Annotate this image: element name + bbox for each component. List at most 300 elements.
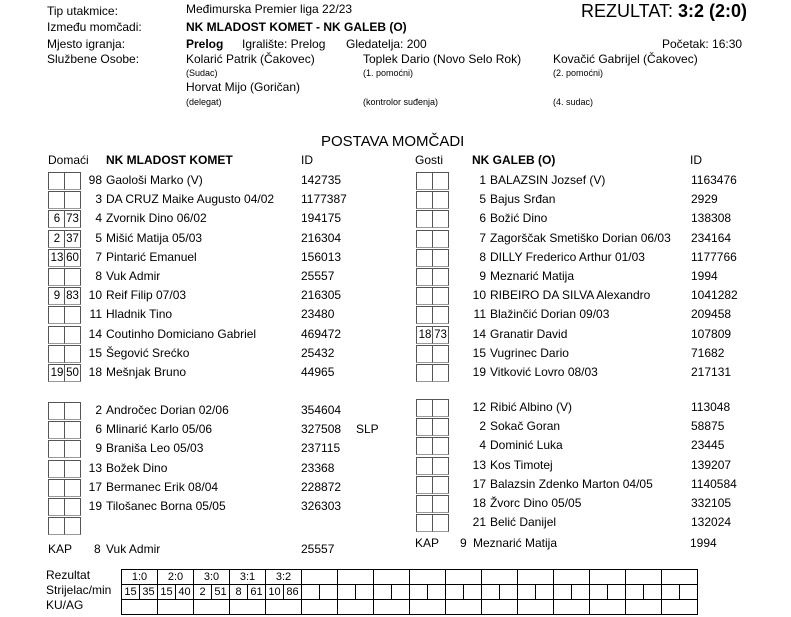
scorer-cell [410, 585, 428, 600]
kuag-cell [446, 600, 482, 615]
minute-box [64, 517, 81, 535]
minute-box [416, 268, 433, 286]
minute-cell [356, 585, 374, 600]
kickoff-time: Početak: 16:30 [662, 37, 743, 51]
player-id: 1041282 [691, 288, 738, 303]
minute-box: 60 [64, 249, 81, 267]
minute-box [432, 230, 449, 248]
away-starter-row [416, 363, 786, 382]
home-starter-row [48, 209, 388, 228]
venue: Prelog [186, 37, 224, 51]
kuag-cell [338, 600, 374, 615]
minute-box: 73 [432, 326, 449, 344]
minute-box [432, 287, 449, 305]
minute-box [432, 364, 449, 382]
minute-box: 19 [48, 364, 65, 382]
home-sub-row [48, 439, 388, 458]
player-name: Pintarić Emanuel [106, 249, 197, 264]
home-captain-id: 25557 [301, 542, 335, 556]
player-name: Žvorc Dino 05/05 [490, 496, 582, 510]
minute-box [432, 306, 449, 324]
minute-cell [320, 585, 338, 600]
away-starter-row [416, 267, 786, 286]
minute-box [432, 268, 449, 286]
player-name: Balazsin Zdenko Marton 04/05 [490, 476, 653, 491]
player-id: 1163476 [691, 173, 737, 187]
player-name: Zvornik Dino 06/02 [106, 211, 207, 226]
away-id-header: ID [690, 153, 702, 167]
minute-box [432, 210, 449, 228]
minute-box [64, 440, 81, 458]
minute-box: 9 [48, 287, 65, 305]
player-number: 98 [88, 173, 102, 187]
minute-box [416, 364, 433, 382]
player-number: 9 [95, 441, 102, 456]
scorer-cell [518, 585, 536, 600]
result-heading [581, 1, 747, 22]
player-id: 23368 [301, 460, 335, 475]
player-id: 332105 [691, 496, 732, 510]
minute-cell [644, 585, 662, 600]
player-name: Braniša Leo 05/03 [106, 441, 204, 456]
player-number: 15 [472, 345, 486, 360]
minute-box [416, 249, 433, 267]
kuag-cell [194, 600, 230, 615]
between-teams-label: Između momčadi: [47, 20, 142, 34]
player-name: Bermanec Erik 08/04 [106, 479, 219, 494]
player-number: 5 [95, 230, 102, 245]
kuag-row-label: KU/AG [46, 598, 84, 612]
minute-box [416, 345, 433, 363]
minute-box [416, 191, 433, 209]
home-starter-row [48, 267, 388, 286]
minute-box [64, 306, 81, 324]
minute-box [48, 172, 65, 190]
player-number: 8 [95, 269, 102, 283]
score-cell [482, 570, 518, 585]
result-row-label: Rezultat [46, 568, 91, 582]
player-name: Dominić Luka [490, 438, 563, 453]
home-sub-row [48, 459, 388, 478]
player-number: 18 [88, 365, 102, 379]
scorer-cell [590, 585, 608, 600]
away-starter-row [416, 325, 786, 344]
home-sub-row [48, 401, 388, 420]
player-number: 15 [88, 345, 102, 360]
scorer-cell: 8 [230, 585, 248, 600]
score-cell: 3:0 [194, 570, 230, 585]
scorer-cell [338, 585, 356, 600]
minute-box [48, 517, 65, 535]
kuag-cell [302, 600, 338, 615]
player-name: Tilošanec Borna 05/05 [106, 499, 226, 513]
scorer-cell [626, 585, 644, 600]
minute-box [416, 514, 433, 532]
player-name: Vugrinec Dario [490, 345, 569, 360]
away-starter-row [416, 171, 786, 190]
home-starter-row [48, 305, 388, 324]
minute-box: 13 [48, 249, 65, 267]
score-cell: 3:1 [230, 570, 266, 585]
minute-box [432, 495, 449, 513]
player-id: 58875 [691, 419, 725, 434]
official-assistant2-role: (2. pomoćni) [553, 68, 604, 78]
minute-box [64, 172, 81, 190]
home-starter-row [48, 344, 388, 363]
player-id: 2929 [691, 192, 718, 207]
official-delegate-role: (delegat) [186, 97, 222, 107]
minute-box [48, 326, 65, 344]
home-team-name: NK MLADOST KOMET [106, 153, 233, 167]
player-id: 194175 [301, 211, 342, 226]
away-starter-row [416, 209, 786, 228]
player-name: Sokač Goran [490, 419, 561, 434]
kuag-cell [554, 600, 590, 615]
player-name: Coutinho Domiciano Gabriel [106, 326, 257, 341]
minute-box [64, 191, 81, 209]
scorer-cell [446, 585, 464, 600]
player-id: 1140584 [691, 476, 737, 491]
minute-cell [428, 585, 446, 600]
minute-box [48, 402, 65, 420]
player-name: Božić Dino [490, 211, 548, 226]
scorer-cell: 2 [194, 585, 212, 600]
scorer-cell: 15 [122, 585, 140, 600]
scorer-cell [554, 585, 572, 600]
minute-box [48, 268, 65, 286]
player-id: 216305 [301, 288, 342, 303]
player-id: 23480 [301, 307, 335, 322]
result-value: 3:2 (2:0) [678, 1, 748, 21]
player-number: 10 [472, 288, 486, 303]
away-captain-id: 1994 [690, 536, 717, 550]
minute-box: 50 [64, 364, 81, 382]
away-starter-row [416, 248, 786, 267]
kuag-cell [482, 600, 518, 615]
away-captain-label: KAP [415, 536, 440, 550]
player-name: Hladnik Tino [106, 307, 173, 322]
minute-cell: 51 [212, 585, 230, 600]
player-id: 327508 [301, 422, 342, 437]
player-number: 2 [479, 419, 486, 434]
home-sub-row [48, 478, 388, 497]
player-id: 217131 [691, 365, 732, 379]
player-number: 19 [88, 499, 102, 513]
kuag-cell [266, 600, 302, 615]
scorer-cell [662, 585, 680, 600]
kuag-cell [626, 600, 662, 615]
home-id-header: ID [301, 153, 313, 167]
away-side-label: Gosti [415, 153, 444, 167]
minute-box [432, 457, 449, 475]
player-name: Zagorščak Smetiško Dorian 06/03 [490, 230, 671, 245]
player-name: Božek Dino [106, 460, 168, 475]
away-starter-row [416, 190, 786, 209]
minute-box: 73 [64, 210, 81, 228]
player-id: 25557 [301, 269, 335, 283]
minute-box [416, 457, 433, 475]
kuag-row [122, 600, 698, 615]
player-number: 6 [479, 211, 486, 226]
scorer-cell [302, 585, 320, 600]
away-sub-row [416, 456, 786, 475]
player-name: Vuk Admir [106, 269, 161, 283]
home-sub-row [48, 420, 388, 439]
player-name: Gaološi Marko (V) [106, 173, 203, 187]
minute-box [64, 326, 81, 344]
player-name: Bajus Srđan [490, 192, 556, 207]
player-number: 14 [472, 326, 486, 341]
minute-box [432, 514, 449, 532]
player-id: 25432 [301, 345, 335, 360]
official-referee-role: (Sudac) [186, 68, 218, 78]
player-name: Šegović Srećko [106, 345, 190, 360]
player-id: 216304 [301, 230, 342, 245]
away-sub-row [416, 436, 786, 455]
minute-box [416, 437, 433, 455]
home-starter-row [48, 190, 388, 209]
kuag-cell [122, 600, 158, 615]
home-starter-row [48, 229, 388, 248]
minute-box [64, 460, 81, 478]
player-id: 1177387 [301, 192, 347, 207]
match-teams: NK MLADOST KOMET - NK GALEB (O) [186, 20, 407, 34]
scorer-cell: 15 [158, 585, 176, 600]
home-captain-name: Vuk Admir [106, 542, 161, 556]
minute-box [432, 437, 449, 455]
minute-box: 83 [64, 287, 81, 305]
minute-box: 18 [416, 326, 433, 344]
minute-box [64, 421, 81, 439]
player-number: 19 [472, 365, 486, 379]
player-number: 4 [479, 438, 486, 453]
official-fourth-role: (4. sudac) [553, 97, 594, 107]
home-captain-number: 8 [94, 542, 101, 556]
minute-box [48, 345, 65, 363]
official-assistant1-role: (1. pomoćni) [363, 68, 414, 78]
official-inspector-role: (kontrolor suđenja) [363, 97, 439, 107]
player-number: 10 [88, 288, 102, 303]
minute-box [416, 399, 433, 417]
away-starter-row [416, 344, 786, 363]
score-cell [338, 570, 374, 585]
home-side-label: Domaći [48, 153, 89, 167]
minute-box [416, 306, 433, 324]
minute-box [48, 191, 65, 209]
player-number: 1 [479, 173, 486, 187]
result-row [122, 570, 698, 585]
minute-box [432, 249, 449, 267]
score-cell [374, 570, 410, 585]
player-name: Kos Timotej [490, 457, 553, 472]
player-number: 17 [472, 476, 486, 491]
player-id: 132024 [691, 515, 732, 530]
player-id: 71682 [691, 345, 725, 360]
player-number: 18 [472, 496, 486, 510]
minute-cell: 35 [140, 585, 158, 600]
away-sub-row [416, 494, 786, 513]
scorer-row-label: Strijelac/min [46, 583, 112, 597]
minute-cell [572, 585, 590, 600]
minute-box [48, 440, 65, 458]
player-number: 17 [88, 479, 102, 494]
player-id: 44965 [301, 365, 335, 379]
player-id: 23445 [691, 438, 725, 453]
minute-box [416, 418, 433, 436]
away-starter-row [416, 229, 786, 248]
official-referee-name: Kolarić Patrik (Čakovec) [186, 52, 315, 66]
minute-box [64, 345, 81, 363]
minute-box [64, 498, 81, 516]
minute-box [432, 172, 449, 190]
home-starter-row [48, 171, 388, 190]
player-id: 1994 [691, 269, 718, 283]
player-id: 156013 [301, 249, 342, 264]
minute-box [48, 479, 65, 497]
player-name: Mešnjak Bruno [106, 365, 187, 379]
kuag-cell [590, 600, 626, 615]
player-number: 21 [472, 515, 486, 530]
away-sub-row [416, 513, 786, 532]
minute-box: 2 [48, 230, 65, 248]
minute-box [432, 191, 449, 209]
minute-box [416, 495, 433, 513]
player-id: 113048 [691, 400, 731, 414]
minute-box [64, 402, 81, 420]
player-name: Mišić Matija 05/03 [106, 230, 203, 245]
player-name: DA CRUZ Maike Augusto 04/02 [106, 192, 275, 207]
minute-cell [500, 585, 518, 600]
minute-box [432, 399, 449, 417]
player-number: 5 [479, 192, 486, 207]
lineup-title: POSTAVA MOMČADI [321, 133, 465, 150]
player-id: 209458 [691, 307, 732, 322]
away-captain-name: Meznarić Matija [473, 536, 558, 550]
minute-cell [680, 585, 698, 600]
away-sub-row [416, 417, 786, 436]
player-number: 6 [95, 422, 102, 437]
player-number: 13 [88, 460, 102, 475]
score-cell [446, 570, 482, 585]
result-table [121, 569, 698, 615]
player-name: Andročec Dorian 02/06 [106, 403, 229, 417]
player-id: 138308 [691, 211, 732, 226]
scorer-cell: 10 [266, 585, 284, 600]
kuag-cell [374, 600, 410, 615]
minute-cell [608, 585, 626, 600]
player-number: 4 [95, 211, 102, 226]
minute-box [416, 172, 433, 190]
minute-box [48, 460, 65, 478]
kuag-cell [662, 600, 698, 615]
attendance: Gledatelja: 200 [346, 37, 427, 51]
ground: Igralište: Prelog [242, 37, 326, 51]
player-number: 12 [472, 400, 486, 414]
minute-box [416, 287, 433, 305]
home-starter-row [48, 286, 388, 305]
minute-box [48, 498, 65, 516]
minute-box [48, 421, 65, 439]
player-id: 234164 [691, 230, 732, 245]
player-name: BALAZSIN Jozsef (V) [490, 173, 606, 187]
home-starter-row [48, 248, 388, 267]
minute-box [432, 345, 449, 363]
player-name: RIBEIRO DA SILVA Alexandro [490, 288, 651, 303]
minute-box [64, 479, 81, 497]
player-number: 9 [479, 269, 486, 283]
minute-cell [392, 585, 410, 600]
minute-box [416, 230, 433, 248]
player-name: Vitković Lovro 08/03 [490, 365, 598, 379]
player-number: 11 [473, 307, 486, 322]
home-sub-row [48, 497, 388, 516]
player-id: 469472 [301, 326, 342, 341]
score-cell [590, 570, 626, 585]
minute-box [432, 418, 449, 436]
home-captain-label: KAP [48, 542, 73, 556]
away-starter-row [416, 305, 786, 324]
official-assistant1-name: Toplek Dario (Novo Selo Rok) [363, 52, 522, 66]
kuag-cell [410, 600, 446, 615]
away-captain-number: 9 [460, 536, 467, 550]
minute-box [432, 476, 449, 494]
official-assistant2-name: Kovačić Gabrijel (Čakovec) [553, 52, 698, 66]
kuag-cell [230, 600, 266, 615]
player-number: 3 [95, 192, 102, 207]
player-number: 11 [89, 307, 102, 322]
scorer-row [122, 585, 698, 600]
match-type-label: Tip utakmice: [47, 4, 118, 18]
scorer-cell [374, 585, 392, 600]
minute-box: 37 [64, 230, 81, 248]
away-sub-row [416, 475, 786, 494]
player-id: 237115 [301, 441, 341, 456]
minute-box [64, 268, 81, 286]
player-name: Blažinčić Dorian 09/03 [490, 307, 610, 322]
score-cell [518, 570, 554, 585]
player-id: 139207 [691, 457, 732, 472]
player-number: 14 [88, 326, 102, 341]
score-cell: 2:0 [158, 570, 194, 585]
minute-box: 6 [48, 210, 65, 228]
minute-cell: 40 [176, 585, 194, 600]
player-name: Reif Filip 07/03 [106, 288, 187, 303]
kuag-cell [518, 600, 554, 615]
minute-cell: 86 [284, 585, 302, 600]
away-starter-row [416, 286, 786, 305]
score-cell [554, 570, 590, 585]
player-id: 1177766 [691, 249, 737, 264]
player-number: 2 [95, 403, 102, 417]
player-name: Mlinarić Karlo 05/06 [106, 422, 213, 437]
kuag-cell [158, 600, 194, 615]
score-cell: 3:2 [266, 570, 302, 585]
minute-box [48, 306, 65, 324]
player-name: Granatir David [490, 326, 568, 341]
player-name: DILLY Frederico Arthur 01/03 [490, 249, 645, 264]
official-delegate-name: Horvat Mijo (Goričan) [186, 80, 301, 94]
home-starter-row [48, 363, 388, 382]
home-sub-row [48, 516, 388, 535]
player-note: SLP [356, 422, 379, 437]
away-team-name: NK GALEB (O) [472, 153, 556, 167]
minute-cell [464, 585, 482, 600]
officials-label: Službene Osobe: [47, 52, 140, 66]
player-id: 142735 [301, 173, 342, 187]
result-label: REZULTAT: [581, 1, 674, 21]
player-number: 7 [95, 249, 102, 264]
player-id: 326303 [301, 499, 342, 513]
